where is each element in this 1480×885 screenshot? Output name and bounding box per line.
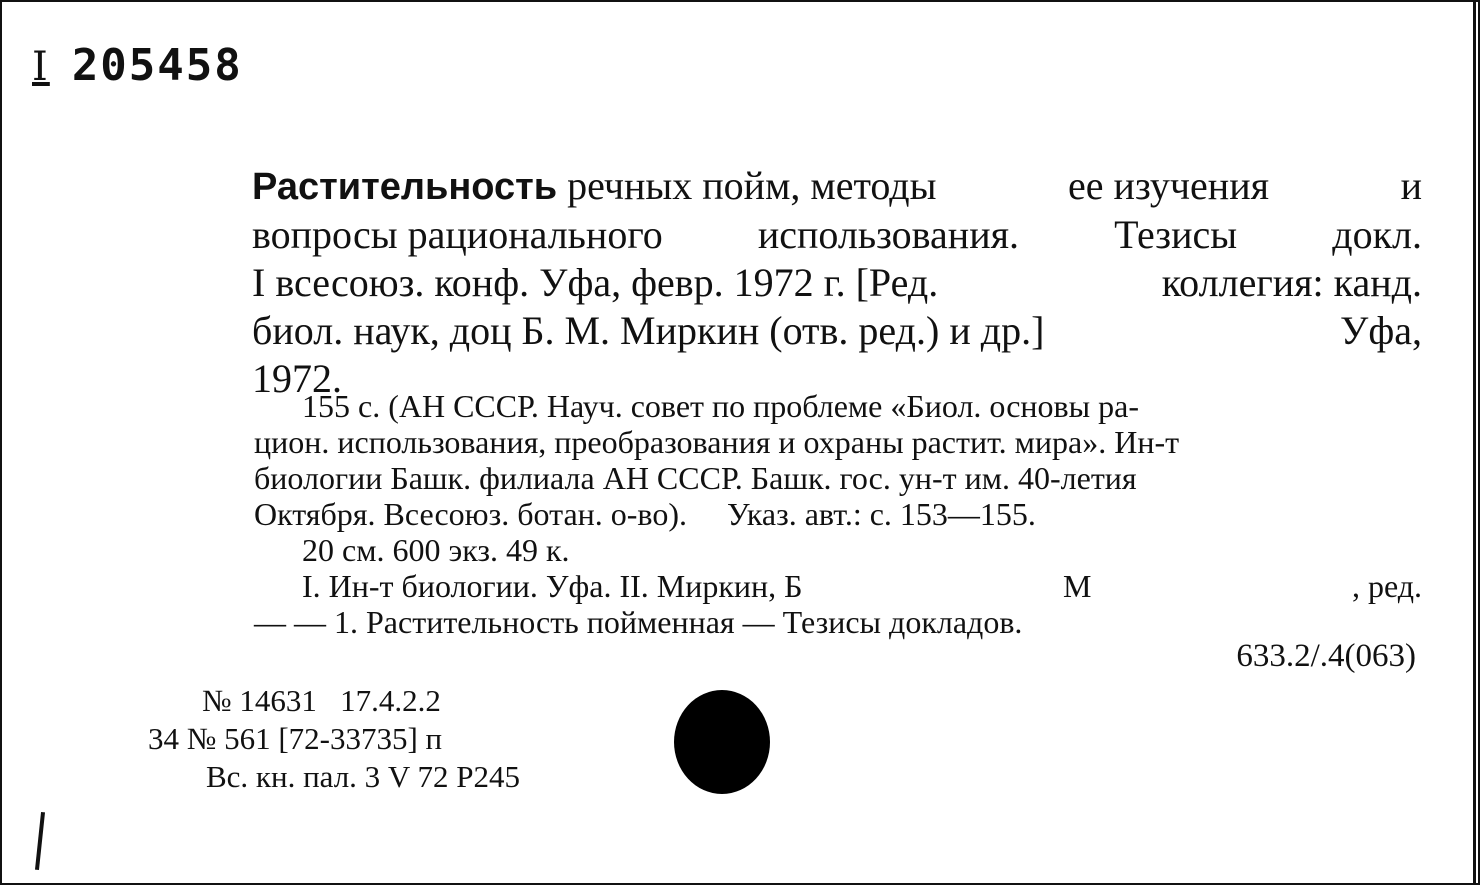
punch-hole	[674, 690, 770, 794]
card-edge-line	[1473, 0, 1476, 885]
format-line: 20 см. 600 экз. 49 к.	[302, 532, 570, 568]
series-line-2: цион. использования, преобразования и охраны растит. мира». Ин-т	[254, 424, 1180, 460]
title-line-2-part-3: Тезисы	[1114, 212, 1238, 257]
title-line-1-part-2: ее изучения	[1068, 163, 1270, 208]
title-line-4	[252, 307, 1422, 355]
title-line-1-part-3: и	[1400, 163, 1422, 208]
catalog-line-2: 34 № 561 [72-33735] п	[148, 721, 443, 756]
title-line-4-part-2: Уфа,	[1340, 308, 1422, 353]
title-line-2-part-2: использования.	[757, 212, 1019, 257]
title-line-3-part-2: коллегия: канд.	[1161, 260, 1422, 305]
title-line-2-part-4: докл.	[1332, 212, 1422, 257]
title-line-3	[252, 259, 1422, 307]
tracing-line-1	[254, 568, 1422, 604]
title-lead-word: Растительность	[252, 166, 558, 208]
collation-block	[254, 388, 1422, 640]
catalog-line-1: № 14631 17.4.2.2	[202, 683, 441, 718]
title-line-1	[252, 162, 1422, 211]
handwritten-inventory-number	[32, 40, 243, 91]
title-line-4-part-1: биол. наук, доц Б. М. Миркин (отв. ред.) и др.]	[252, 308, 1045, 353]
title-line-1-part-1: Растительность речных пойм, методы	[252, 163, 937, 208]
series-line-3: биологии Башк. филиала АН СССР. Башк. гос. ун-т им. 40-летия	[254, 460, 1137, 496]
inventory-number: 205458	[71, 40, 243, 91]
udc-classification: 633.2/.4(063)	[1236, 638, 1416, 674]
inventory-prefix: I	[32, 44, 50, 90]
title-block	[252, 162, 1422, 403]
title-line-5-part-1: 1972.	[252, 356, 342, 401]
tracing-line-1-part-3: , ред.	[1351, 568, 1422, 604]
title-line-3-part-1: I всесоюз. конф. Уфа, февр. 1972 г. [Ред.	[252, 260, 939, 305]
handwritten-margin-mark	[35, 812, 45, 870]
tracing-line-1-part-2: М	[1063, 568, 1092, 604]
series-line-1: 155 с. (АН СССР. Науч. совет по проблеме «Биол. основы ра-	[302, 388, 1139, 424]
catalog-line-3: Вс. кн. пал. 3 V 72 Р245	[206, 759, 520, 794]
series-line-4: Октября. Всесоюз. ботан. о-во). Указ. авт.: с. 153—155.	[254, 496, 1036, 532]
catalog-numbers	[148, 682, 520, 796]
tracing-line-2: — — 1. Растительность пойменная — Тезисы докладов.	[254, 604, 1023, 640]
title-line-2-part-1: вопросы рационального	[252, 212, 663, 257]
title-line-2	[252, 211, 1422, 259]
tracing-line-1-part-1: I. Ин-т биологии. Уфа. II. Миркин, Б	[302, 568, 803, 604]
